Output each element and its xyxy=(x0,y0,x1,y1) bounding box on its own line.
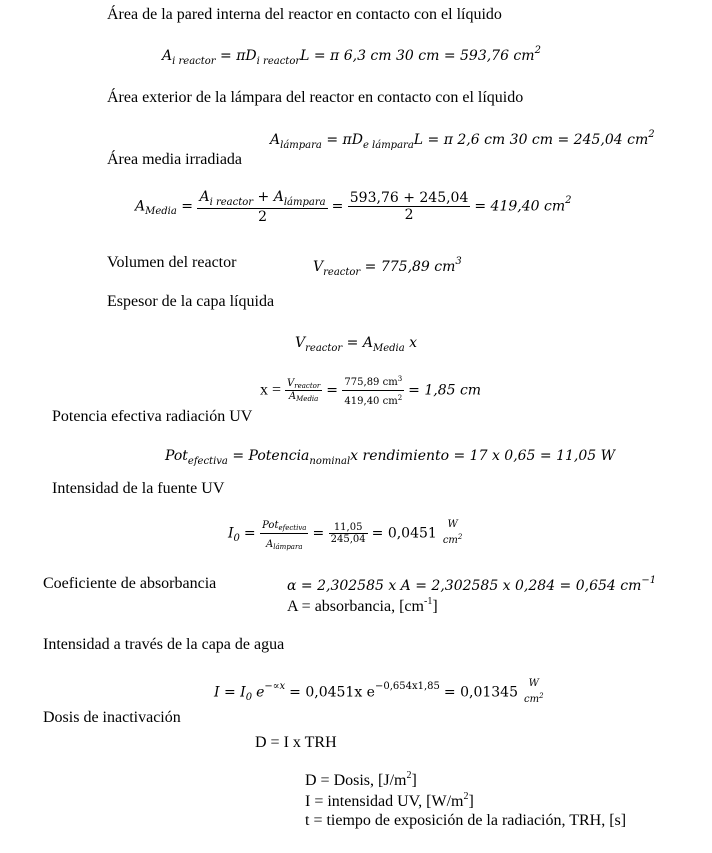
fraction-intens-unit xyxy=(522,678,546,707)
label-area-pared: Área de la pared interna del reactor en contacto con el líquido xyxy=(107,6,502,23)
i0-unit-den: cm xyxy=(442,535,458,546)
equation-intensidad-agua xyxy=(214,678,546,707)
equation-alpha xyxy=(287,575,656,595)
sub-efectiva: efectiva xyxy=(187,456,228,467)
i0-den-val: 245,04 xyxy=(330,534,366,545)
label-coeficiente: Coeficiente de absorbancia xyxy=(43,575,217,592)
absorbancia-definition: A = absorbancia, $[cm^{-1}]$ xyxy=(287,596,438,615)
def-dosis: D = Dosis, $[J/m^2]$ xyxy=(305,770,417,789)
sub-zero: 0 xyxy=(233,533,240,545)
sup-2: 2 xyxy=(463,791,469,802)
label-intensidad-fuente: Intensidad de la fuente UV xyxy=(52,480,225,497)
sup-2: 2 xyxy=(539,692,544,700)
sup-2: 2 xyxy=(534,45,541,56)
sub-reactor-3: reactor xyxy=(294,382,321,390)
def-dosis-text: D = Dosis, [J/m xyxy=(305,772,407,789)
equation-area-reactor: $A_{i reactor} = \pi D_{i reactor}L = \pi$ 6,3 cm 30 cm = 593,76 $cm^2$ xyxy=(162,45,541,67)
fraction-i0-values xyxy=(329,522,368,545)
sup-2: 2 xyxy=(565,195,572,207)
sub-i-reactor-2: i reactor xyxy=(256,56,301,67)
area-reactor-rhs: = π 6,3 cm 30 cm = 593,76 cm xyxy=(313,48,535,64)
x-label: x = xyxy=(260,381,282,399)
sub-e-lampara: e lámpara xyxy=(362,140,414,151)
x-num-val: 775,89 cm xyxy=(344,377,398,388)
fraction-x-values xyxy=(342,372,404,409)
intens-exp2: −0,654x1,85 xyxy=(374,681,440,693)
sub-reactor-2: reactor xyxy=(305,343,343,354)
sup-3: 3 xyxy=(455,256,462,267)
area-lampara-rhs: = π 2,6 cm 30 cm = 245,04 cm xyxy=(427,132,649,148)
media-result: = 419,40 cm xyxy=(474,198,566,215)
sup-2: 2 xyxy=(397,394,403,402)
label-dosis: Dosis de inactivación xyxy=(43,709,181,726)
fraction-area-values xyxy=(348,190,471,223)
pot-rhs: x rendimiento = 17 x 0,65 = 11,05 W xyxy=(350,448,616,464)
sup-2: 2 xyxy=(406,770,412,781)
media-num: 593,76 + 245,04 xyxy=(349,190,469,206)
vol-value: = 775,89 cm xyxy=(364,259,456,275)
label-espesor: Espesor de la capa líquida xyxy=(107,293,275,310)
alpha-expr: α = 2,302585 x A = 2,302585 x 0,284 = 0,654 cm xyxy=(287,578,642,594)
fraction-i0-unit xyxy=(441,519,465,548)
sub-zero-2: 0 xyxy=(245,692,253,704)
def-intensidad: I = intensidad UV, $[W/m^2]$ xyxy=(305,791,474,810)
intens-unit-num: W xyxy=(528,678,539,689)
equation-espesor: x = $\frac{V_{reactor}}{A_{Media}}$ = $\frac{775,89 cm^3}{419,40 cm^2}$ = 1,85 cm xyxy=(260,372,481,409)
intens-value: = 0,01345 xyxy=(443,684,518,701)
sub-efectiva-2: efectiva xyxy=(278,524,307,532)
def-intensidad-text: I = intensidad UV, [W/m xyxy=(305,793,464,810)
equation-area-lampara: $A_{lámpara} = \pi D_{e lámpara}L = \pi$ 2,6 cm 30 cm = 245,04 $cm^2$ xyxy=(270,129,655,151)
intens-unit-den: cm xyxy=(523,694,540,705)
intens-e: e xyxy=(256,684,265,701)
intens-lhs: I = I xyxy=(214,684,246,701)
fraction-x-symbolic: $\frac{V_{reactor}}{A_{Media}}$ xyxy=(287,378,321,403)
x-result: = 1,85 cm xyxy=(408,382,482,399)
i0-unit-num: W xyxy=(447,519,458,530)
label-volumen: Volumen del reactor xyxy=(107,254,237,271)
equation-potencia: Pot$_{efectiva}$ = Potencia$_{nominal}$x rendimiento = 17 x 0,65 = 11,05 W xyxy=(165,448,616,467)
sub-reactor: reactor xyxy=(323,267,361,278)
fraction-area-sum: $\frac{A_{i reactor} + A_{lámpara}}{2}$ xyxy=(199,189,326,225)
label-area-media: Área media irradiada xyxy=(107,151,243,168)
label-intensidad-agua: Intensidad a través de la capa de agua xyxy=(43,636,285,653)
i0-num-val: 11,05 xyxy=(329,522,368,534)
dose-formula: D = I x TRH xyxy=(255,734,337,751)
equation-area-media: $A_{Media}$ = $\frac{A_{i reactor} + A_{lámpara}}{2}$ = $\frac{593,76 + 245,04}{2}$ = 419,40 $cm^2$ xyxy=(135,189,572,225)
equation-volumen: $V_{reactor} = 775,89$ $cm^3$ xyxy=(313,256,462,278)
absorbancia-def: A = absorbancia, [cm xyxy=(287,598,424,615)
sub-lampara-2: lámpara xyxy=(283,197,326,208)
sub-media: Media xyxy=(145,206,177,218)
sub-media-2: Media xyxy=(372,343,405,354)
i0-value: = 0,0451 xyxy=(371,525,437,542)
label-potencia: Potencia efectiva radiación UV xyxy=(52,408,253,425)
sup-3: 3 xyxy=(397,375,403,383)
sup-2: 2 xyxy=(457,533,463,541)
x-den-val: 419,40 cm xyxy=(344,396,398,407)
fraction-den: 2 xyxy=(258,209,267,225)
intens-mid2: = 0,0451x e xyxy=(289,684,375,701)
sub-lampara: lámpara xyxy=(280,140,322,151)
def-tiempo: t = tiempo de exposición de la radiación, TRH, [s] xyxy=(305,812,627,829)
sub-i-reactor: i reactor xyxy=(172,56,216,67)
intens-exp1: −∝x xyxy=(264,681,286,693)
alpha-exp: −1 xyxy=(641,575,657,586)
sub-media-3: Media xyxy=(296,395,319,403)
sub-nominal: nominal xyxy=(309,456,351,467)
sup-2: 2 xyxy=(648,129,655,140)
equation-intensidad-fuente: $I_0$ = $\frac{\text{Potefectiva}}{\text{Alámpara}}$ = $\frac{11,05}{245,04}$ = 0,0451 W $cm^2$ xyxy=(228,515,464,552)
sub-i-reactor-3: i reactor xyxy=(209,197,254,208)
sub-lampara-3: lámpara xyxy=(273,543,303,551)
equation-vol-area: $V_{reactor} = A_{Media}$ x xyxy=(295,335,418,354)
absorbancia-exp: -1 xyxy=(423,596,433,607)
fraction-i0-symbolic: $\frac{\text{Potefectiva}}{\text{Alámpara}}$ xyxy=(260,515,308,552)
media-den: 2 xyxy=(404,207,414,223)
label-area-lampara: Área exterior de la lámpara del reactor en contacto con el líquido xyxy=(107,89,524,106)
